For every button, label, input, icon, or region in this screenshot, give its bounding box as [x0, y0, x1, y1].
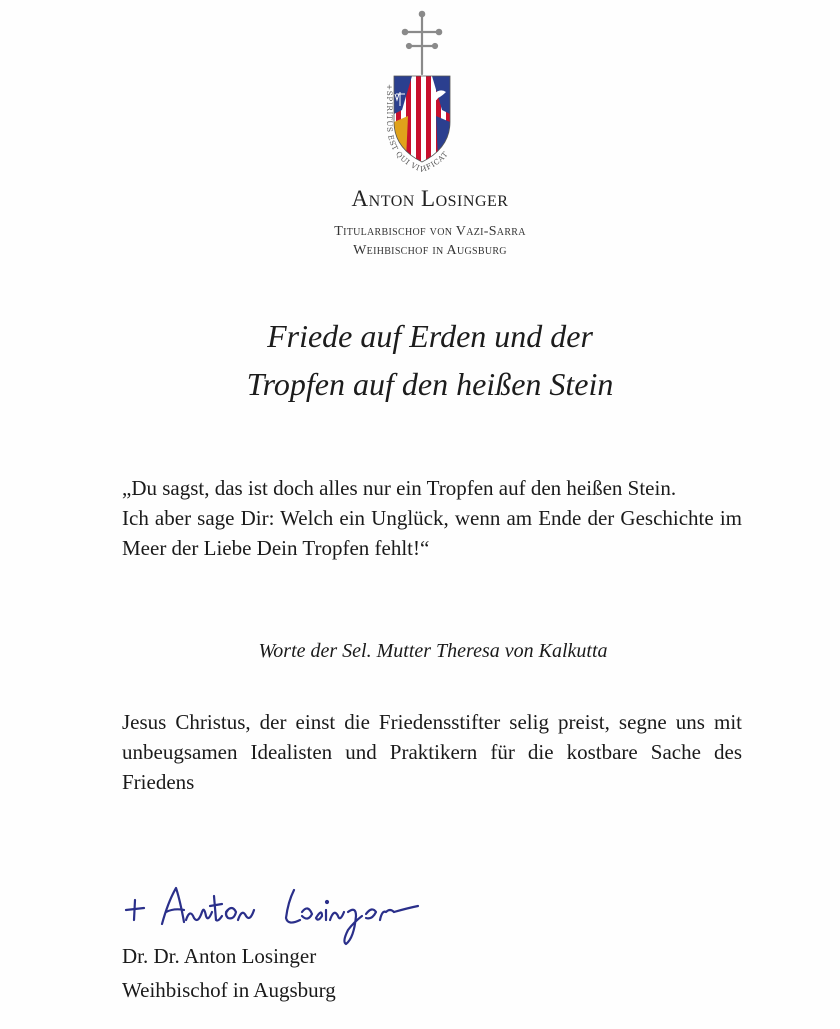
- header-name: Anton Losinger: [351, 186, 509, 211]
- document-title-line-2: Tropfen auf den heißen Stein: [246, 366, 614, 402]
- quote-attribution: Worte der Sel. Mutter Theresa von Kalkutta: [258, 640, 608, 662]
- handwritten-signature: [118, 872, 448, 952]
- coat-of-arms-icon: [372, 10, 472, 178]
- header-title-line-1: Titularbischof von Vazi-Sarra: [334, 224, 526, 239]
- signature-printed-name: Dr. Dr. Anton Losinger: [122, 944, 317, 968]
- quote-block: [122, 473, 742, 563]
- blessing-paragraph: Jesus Christus, der einst die Friedensstifter selig preist, segne uns mit unbeugsamen Idealisten und Praktikern für die kostbare Sache des Friedens: [122, 710, 742, 794]
- quote-paragraph-2: Ich aber sage Dir: Welch ein Unglück, wenn am Ende der Geschichte im Meer der Liebe Dein Tropfen fehlt!“: [122, 506, 742, 560]
- quote-paragraph-1: „Du sagst, das ist doch alles nur ein Tropfen auf den heißen Stein.: [122, 476, 677, 500]
- crest-motto: +SPIRITUS EST QUI VIVIFICAT: [385, 84, 450, 175]
- header-title-line-2: Weihbischof in Augsburg: [353, 243, 507, 258]
- cross-icon: [403, 12, 441, 74]
- document-title-line-1: Friede auf Erden und der: [267, 318, 593, 354]
- signature-role: Weihbischof in Augsburg: [122, 978, 336, 1002]
